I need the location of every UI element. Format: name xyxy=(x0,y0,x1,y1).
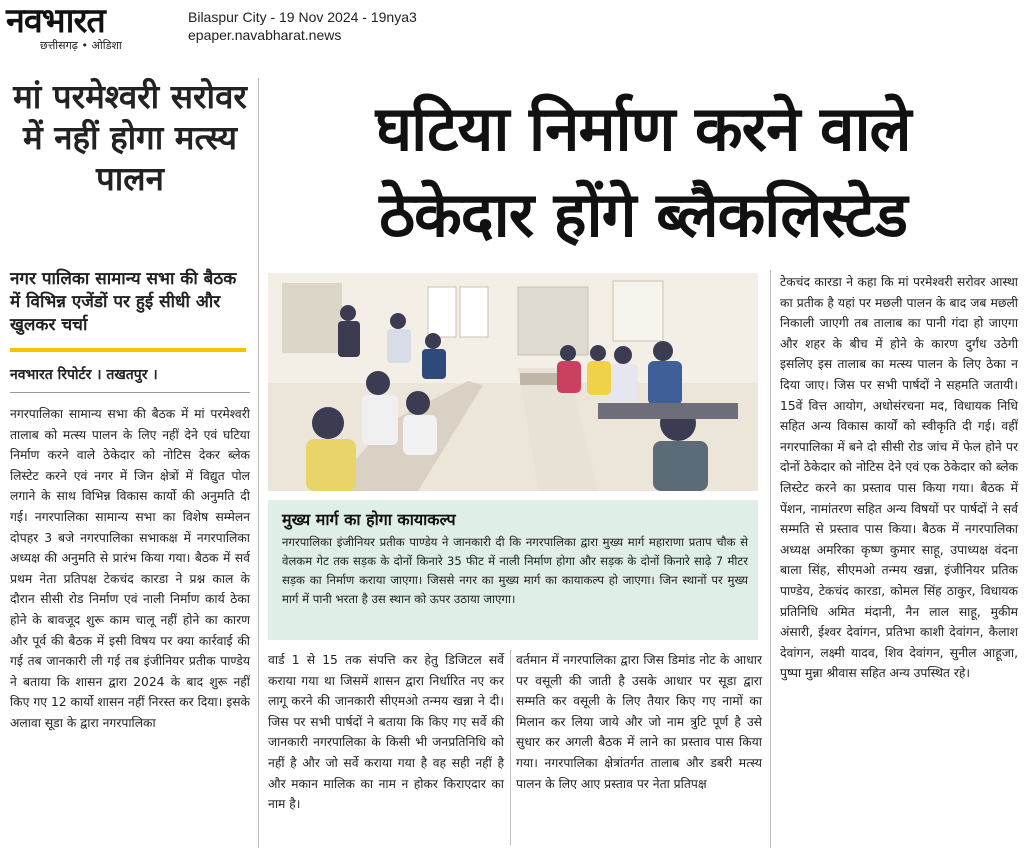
left-story-headline: मां परमेश्वरी सरोवर में नहीं होगा मत्स्य पालन xyxy=(13,77,247,198)
article-column-2 xyxy=(268,650,504,815)
highlight-rule xyxy=(10,348,246,352)
article-text: वार्ड 1 से 15 तक संपत्ति कर हेतु डिजिटल सर्वे कराया गया था जिसमें शासन द्वारा निर्धारित नए कर लागू करने की जानकारी सीएमओ तन्मय खन्ना ने दी। जिस पर सभी पार्षदों ने बताया कि किए गए सर्वे की जानकारी नगरपालिका के किसी भी जनप्रतिनिधि को नहीं है और जो सर्वे कराया गया है वह सही नहीं है और मकान मालिक का नाम न होकर किराएदार का नाम है। xyxy=(268,653,504,812)
newspaper-logo xyxy=(6,3,178,57)
article-column-1 xyxy=(10,404,250,734)
meeting-photo-image xyxy=(268,273,758,491)
edition-line: Bilaspur City - 19 Nov 2024 - 19nya3 xyxy=(188,9,417,25)
column-divider xyxy=(510,650,511,845)
main-headline-line2: ठेकेदार होंगे ब्लैकलिस्टेड xyxy=(379,178,907,251)
logo-subtitle: छत्तीसगढ़ • ओडिशा xyxy=(40,39,122,52)
article-column-3 xyxy=(516,650,762,794)
byline: नवभारत रिपोर्टर । तखतपुर । xyxy=(10,367,158,383)
main-headline-line1: घटिया निर्माण करने वाले xyxy=(375,92,911,165)
article-column-4 xyxy=(780,272,1018,684)
divider xyxy=(10,392,250,393)
story-subhead: नगर पालिका सामान्य सभा की बैठक में विभिन्न एजेंडों पर हुई सीधी और खुलकर चर्चा xyxy=(10,269,237,335)
article-text: टेकचंद कारडा ने कहा कि मां परमेश्वरी सरोवर आस्था का प्रतीक है यहां पर मछली पालन के बाद जब मछली निकाली जाएगी तब तालाब का पानी गंदा हो जाएगा और शहर के बीच में होने के कारण दुर्गंध उठेगी इसलिए इस तालाब का मत्स्य पालन के लिए ठेका न दिया जाए। जिस पर सभी पार्षदों ने सहमति जतायी। 15वें वित्त आयोग, अधोसंरचना मद, विधायक निधि सहित अन्य विकास कार्यों को स्वीकृति दी गई। वहीं नगरपालिका में बने दो सीसी रोड जांच में फेल होने पर दोनों ठेकेदार को नोटिस देने एवं एक ठेकेदार को ब्लेक लिस्टेट करने का प्रस्ताव पास किया गया। बैठक में पेंशन, नामांतरण सहित अन्य विषयों पर पार्षदों ने सर्व सम्मति से प्रस्ताव पास किया। बैठक में नगरपालिका अध्यक्ष अमरिका कृष्ण कुमार साहू, उपाध्यक्ष वंदना बाला सिंह, सीएमओ तन्मय खन्ना, इंजीनियर प्रतिक पाण्डेय, टेकचंद कारडा, कोमल सिंह ठाकुर, विधायक प्रतिनिधि अमित मंदानी, नैन लाल साहू, मुकीम अंसारी, ईश्वर देवांगन, प्रतिभा काशी देवांगन, कैलाश देवांगन, लक्ष्मी यादव, शिव देवांगन, सुनील आहूजा, पुष्पा मुन्ना श्रीवास सहित अन्य उपस्थित रहे। xyxy=(780,275,1018,681)
highlight-box-title: मुख्य मार्ग का होगा कायाकल्प xyxy=(282,510,456,529)
meeting-photo xyxy=(268,273,758,491)
site-url: epaper.navabharat.news xyxy=(188,27,342,43)
highlight-box-text: नगरपालिका इंजीनियर प्रतीक पाण्डेय ने जानकारी दी कि नगरपालिका द्वारा मुख्य मार्ग महाराणा प्रताप चौक से वेलकम गेट तक सड़क के दोनों किनारे 35 फीट में नाली निर्माण होगा और सड़क के दोनों किनारे साढ़े 7 मीटर सड़क का निर्माण कराया जाएगा। जिससे नगर का मुख्य मार्ग का कायाकल्प हो जाएगा। जिन स्थानों पर मुख्य मार्ग में पानी भरता है उस स्थान को ऊपर उठाया जाएगा। xyxy=(282,535,748,606)
logo-text: नवभारत xyxy=(6,1,105,41)
main-headline xyxy=(268,86,1018,258)
edition-info xyxy=(188,8,417,44)
column-divider xyxy=(770,270,771,848)
column-divider xyxy=(258,78,259,848)
article-text: वर्तमान में नगरपालिका द्वारा जिस डिमांड नोट के आधार पर वसूली की जाती है उसके आधार पर सूडा द्वारा सम्मति कर वसूली के लिए तैयार किए गए नामों का मिलान कर लिया जाये और जो नाम त्रुटि पूर्ण है उसे सुधार कर अगली बैठक में लाने का प्रस्ताव पास किया गया। नगरपालिका क्षेत्रांतर्गत तालाब और डबरी मत्स्य पालन के लिए आए प्रस्ताव पर नेता प्रतिपक्ष xyxy=(516,653,762,791)
article-text: नगरपालिका सामान्य सभा की बैठक में मां परमेश्वरी तालाब को मत्स्य पालन के लिए नहीं देने एवं घटिया निर्माण करने वाले ठेकेदार को नोटिस देकर ब्लेक लिस्टेट करने एवं नगर में जिन क्षेत्रों में विद्युत पोल लगाने के साथ विभिन्न विकास कार्यो की अनुमति दी गई। नगरपालिका सामान्य सभा का विशेष सम्मेलन दोपहर 3 बजे नगरपालिका सभाकक्ष में नगरपालिका अध्यक्ष की अनुमति से प्रारंभ किया गया। बैठक में सर्व प्रथम नेता प्रतिपक्ष टेकचंद कारडा ने प्रश्न काल के दौरान सीसी रोड निर्माण एवं नाली निर्माण कार्य ठेका होने के बावजूद शुरू काम चालू नहीं होने का कारण और पूर्व की बैठक में इसी विषय पर क्या कार्रवाई की गई तब जानकारी ली गई तब इंजीनियर प्रतीक पाण्डेय ने बताया कि शासन द्वारा 2024 के बाद शुरू नहीं किए गए 12 कार्यो शासन नहीं निरस्त कर दिया। इसके अलावा सूडा के द्वारा नगरपालिका xyxy=(10,407,250,730)
